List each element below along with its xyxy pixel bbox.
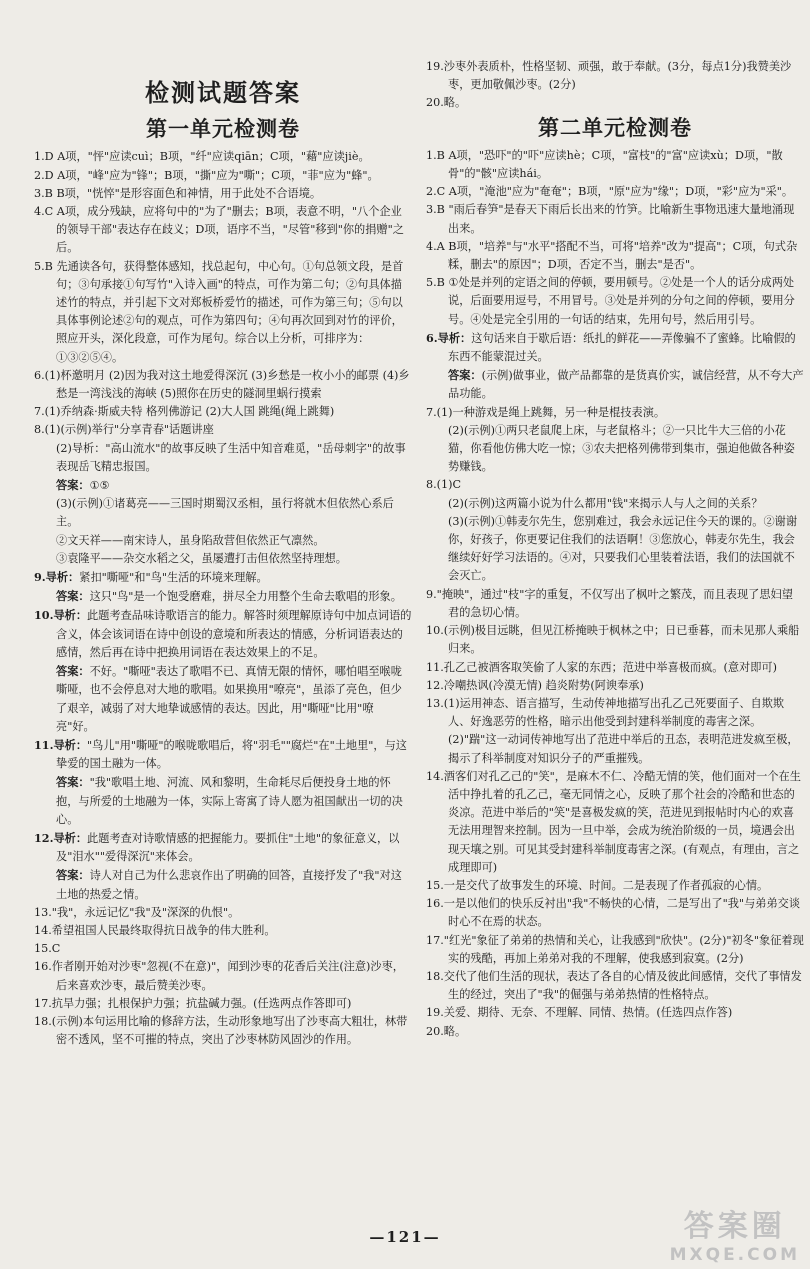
- answer-item: 答案："我"歌唱土地、河流、风和黎明，生命耗尽后便投身土地的怀抱，与所爱的土地融为一体，实际上寄寓了诗人愿为祖国献出一切的决心。: [56, 775, 403, 826]
- answer-item: 2.D A项，"峰"应为"锋"；B项，"撕"应为"嘶"；C项，"菲"应为"蜂"。: [34, 168, 379, 182]
- watermark-url: MXQE.COM: [669, 1245, 800, 1265]
- answer-item: 13."我"，永远记忆"我"及"深深的仇恨"。: [34, 905, 240, 919]
- unit-1-title: 第一单元检测卷: [146, 116, 300, 142]
- main-title: 检测试题答案: [145, 79, 301, 107]
- answer-label: 答案：: [56, 775, 90, 790]
- answer-item: 1.B A项，"恐吓"的"吓"应读hè；C项，"富枝"的"富"应读xù；D项，"散骨"的"骸"应读hái。: [426, 148, 783, 181]
- answer-item: 20.略。: [426, 1024, 467, 1038]
- answer-item: 5.B ①处是并列的定语之间的停顿，要用顿号。②处是一个人的话分成两处说，后面要用逗号，不用冒号。③处是并列的分句之间的停顿，要用分号。④处是完全引用的一句话的结束，先用句号，然后用引号。: [426, 276, 795, 326]
- answer-item: 15.C: [34, 942, 61, 956]
- answer-item: (2)导析："高山流水"的故事反映了生活中知音难觅，"岳母刺字"的故事表现岳飞精忠报国。: [56, 441, 406, 473]
- answer-item: 12.冷嘲热讽(冷漠无情) 趋炎附势(阿谀奉承): [426, 678, 644, 692]
- answer-item: (3)(示例)①诸葛亮——三国时期蜀汉丞相，虽行将就木但依然心系后主。: [56, 497, 394, 529]
- answer-label: 答案：: [448, 368, 482, 383]
- answer-item: 18.(示例)本句运用比喻的修辞方法，生动形象地写出了沙枣高大粗壮，林带密不透风，坚不可摧的特点，突出了沙枣林防风固沙的作用。: [34, 1014, 408, 1047]
- answer-item: (2)(示例)这两篇小说为什么都用"钱"来揭示人与人之间的关系？: [448, 496, 763, 510]
- answer-label: 6.导析：: [426, 330, 472, 345]
- unit-1-answers: [34, 148, 412, 1049]
- answer-item: 17.抗旱力强；扎根保护力强；抗盐碱力强。(任选两点作答即可): [34, 996, 352, 1010]
- answer-item: 答案：诗人对自己为什么悲哀作出了明确的回答，直接抒发了"我"对这土地的热爱之情。: [56, 868, 402, 901]
- answer-item: 19.沙枣外表质朴，性格坚韧、顽强，敢于奉献。(3分，每点1分)我赞美沙枣，更加敬佩沙枣。(2分): [426, 60, 792, 92]
- answer-item: 16.一是以他们的快乐反衬出"我"不畅快的心情，二是写出了"我"与弟弟交谈时心不在焉的状态。: [426, 897, 801, 929]
- answer-item: 答案：(示例)做事业，做产品都靠的是货真价实，诚信经营，从不夸大产品功能。: [448, 368, 804, 401]
- answer-item: ③袁隆平——杂交水稻之父，虽屡遭打击但依然坚持理想。: [56, 551, 347, 565]
- answer-label: 11.导析：: [34, 737, 88, 752]
- answer-item: 13.(1)运用神态、语言描写，生动传神地描写出孔乙己死要面子、自欺欺人、好逸恶劳的性格，暗示出他受到封建科举制度的毒害之深。: [426, 696, 785, 729]
- answer-item: 答案：不好。"嘶哑"表达了歌唱不已、真情无限的情怀，哪怕唱至喉咙嘶哑，也不会停息对大地的歌唱。如果换用"嘹亮"，虽添了亮色，但少了艰辛，减弱了对大地挚诚感情的表达。因此，用"嘶哑"比用"嘹亮"好。: [56, 664, 402, 733]
- unit-2-title: 第二单元检测卷: [538, 114, 692, 140]
- answer-item: 8.(1)(示例)举行"分享青春"话题讲座: [34, 423, 214, 437]
- answer-item: 7.(1)乔纳森·斯威夫特 格列佛游记 (2)大人国 跳绳(绳上跳舞): [34, 405, 335, 419]
- answer-item: 14.希望祖国人民最终取得抗日战争的伟大胜利。: [34, 923, 276, 937]
- answer-item: (3)(示例)①韩麦尔先生，您别难过，我会永远记住今天的课的。②谢谢你，好孩子，你更要记住我们的法语啊！③您放心，韩麦尔先生，我会继续好好学习法语的。④对，只要我们心里装着法语，我们的法国就不会灭亡。: [448, 514, 798, 583]
- answer-label: 答案：: [56, 478, 90, 493]
- answer-item: 14.酒客们对孔乙己的"笑"，是麻木不仁、冷酷无情的笑，他们面对一个在生活中挣扎着的孔乙己，毫无同情之心，反映了那个社会的冷酷和世态的炎凉。范进中举后的"笑"是喜极发疯的笑，范进见到报帖时内心的欢喜无法用理智来控制。因为一旦中举，会成为统治阶级的一员，境遇会出现天壤之别。可见其受封建科举制度毒害之深。(有观点，有理由，言之成理即可): [426, 769, 801, 874]
- answer-item: 10.导析：此题考查品味诗歌语言的能力。解答时须理解原诗句中加点词语的含义，体会该词语在诗中创设的意境和所表达的情感，分析词语表达的感情，然后再在诗中把换用词语在表达效果上的不足。: [34, 608, 412, 659]
- answer-item: 16.作者刚开始对沙枣"忽视(不在意)"，闻到沙枣的花香后关注(注意)沙枣，后来喜欢沙枣，最后赞美沙枣。: [34, 960, 404, 992]
- answer-item: 10.(示例)极目远眺，但见江桥掩映于枫林之中；日已垂暮，而未见那人乘船归来。: [426, 624, 800, 656]
- answer-item: 9."掩映"，通过"枝"字的重复，不仅写出了枫叶之繁茂，而且表现了思妇望君的急切心情。: [426, 587, 793, 619]
- answer-item: 11.导析："鸟儿"用"嘶哑"的喉咙歌唱后，将"羽毛""腐烂"在"土地里"，与这挚爱的国土融为一体。: [34, 737, 407, 771]
- right-column: [426, 58, 804, 1041]
- answer-item: 11.孔乙己被酒客取笑偷了人家的东西；范进中举喜极而疯。(意对即可): [426, 660, 777, 674]
- answer-item: 19.关爱、期待、无奈、不理解、同情、热情。(任选四点作答): [426, 1006, 733, 1020]
- answer-item: 12.导析：此题考查对诗歌情感的把握能力。要抓住"土地"的象征意义，以及"泪水""爱得深沉"来体会。: [34, 830, 400, 864]
- unit-1-answers-continued: [426, 58, 804, 113]
- answer-label: 10.导析：: [34, 608, 88, 623]
- answer-label: 9.导析：: [34, 570, 80, 585]
- unit-2-answers: [426, 147, 804, 1041]
- answer-item: 答案：①⑤: [56, 478, 110, 493]
- answer-item: 4.C A项，成分残缺，应将句中的"为了"删去；B项，表意不明，"八个企业的领导干部"表达存在歧义；D项，语序不当，"尽管"移到"你的捐赠"之后。: [34, 205, 404, 255]
- answer-item: 6.导析：这句话来自于歇后语：纸扎的鲜花——弄像骗不了蜜蜂。比喻假的东西不能蒙混过关。: [426, 330, 796, 364]
- answer-label: 答案：: [56, 589, 90, 604]
- answer-label: 答案：: [56, 868, 90, 883]
- watermark-text: 答案圈: [683, 1209, 786, 1244]
- answer-item: 6.(1)杯邀明月 (2)因为我对这土地爱得深沉 (3)乡愁是一枚小小的邮票 (4)乡愁是一湾浅浅的海峡 (5)照你在历史的隧洞里蜗行摸索: [34, 368, 410, 401]
- answer-item: 8.(1)C: [426, 478, 462, 492]
- answer-item: 4.A B项，"培养"与"水平"搭配不当，可将"培养"改为"提高"；C项，句式杂糅，删去"的原因"；D项，否定不当，删去"是否"。: [426, 239, 798, 272]
- page-number: —121—: [369, 1228, 441, 1246]
- answer-label: 答案：: [56, 664, 90, 679]
- watermark-logo: [670, 1201, 800, 1265]
- left-column: [34, 80, 412, 1049]
- answer-item: 3.B "雨后春笋"是春天下雨后长出来的竹笋。比喻新生事物迅速大量地涌现出来。: [426, 203, 795, 235]
- answer-item: 2.C A项，"淹池"应为"奄奄"；B项，"原"应为"缘"；D项，"彩"应为"采"。: [426, 185, 794, 199]
- answer-item: (2)(示例)①两只老鼠爬上床，与老鼠格斗；②一只比牛大三倍的小花猫，你看他仿佛大吃一惊；③农夫把格列佛带到集市，强迫他做各种姿势赚钱。: [448, 423, 795, 474]
- answer-item: 18.交代了他们生活的现状，表达了各自的心情及彼此间感情，交代了事情发生的经过，突出了"我"的倔强与弟弟热情的性格特点。: [426, 969, 802, 1002]
- answer-item: 3.B B项，"恍悴"是形容面色和神情，用于此处不合语境。: [34, 186, 322, 200]
- answer-item: 17."红光"象征了弟弟的热情和关心，让我感到"欣快"。(2分)"初冬"象征着现实的残酷，再加上弟弟对我的不理解，使我感到寂寞。(2分): [426, 933, 804, 965]
- answer-item: ②文天祥——南宋诗人，虽身陷敌营但依然正气凛然。: [56, 533, 325, 547]
- answer-item: 5.B 先通读各句，获得整体感知，找总起句，中心句。①句总领文段，是首句；③句承接①句写竹"入诗入画"的特点，可作为第二句；②句具体描述竹的特点，并引起下文对郑板桥爱竹的描述，可作为第三句；⑤句以具体事例论述②句的观点，可作为第四句；④句再次回到对竹的评价，照应开头，深化段意，可作为尾句。综合以上分析，可排序为：①③②⑤④。: [34, 259, 404, 364]
- answer-item: 答案：这只"鸟"是一个饱受磨难，拼尽全力用整个生命去歌唱的形象。: [56, 589, 402, 604]
- answer-item: 20.略。: [426, 96, 467, 110]
- answer-item: 7.(1)一种游戏是绳上跳舞，另一种是棍技表演。: [426, 405, 666, 419]
- answer-item: 15.一是交代了故事发生的环境、时间。二是表现了作者孤寂的心情。: [426, 878, 769, 892]
- answer-item: 9.导析：紧扣"嘶哑"和"鸟"生活的环境来理解。: [34, 570, 268, 585]
- answer-item: 1.D A项，"怦"应读cuì；B项，"纤"应读qiān；C项，"藉"应读jiè。: [34, 150, 370, 164]
- answer-label: 12.导析：: [34, 830, 88, 845]
- answer-item: (2)"踹"这一动词传神地写出了范进中举后的丑态，表明范进发疯至极，揭示了科举制度对知识分子的严重摧残。: [448, 733, 799, 765]
